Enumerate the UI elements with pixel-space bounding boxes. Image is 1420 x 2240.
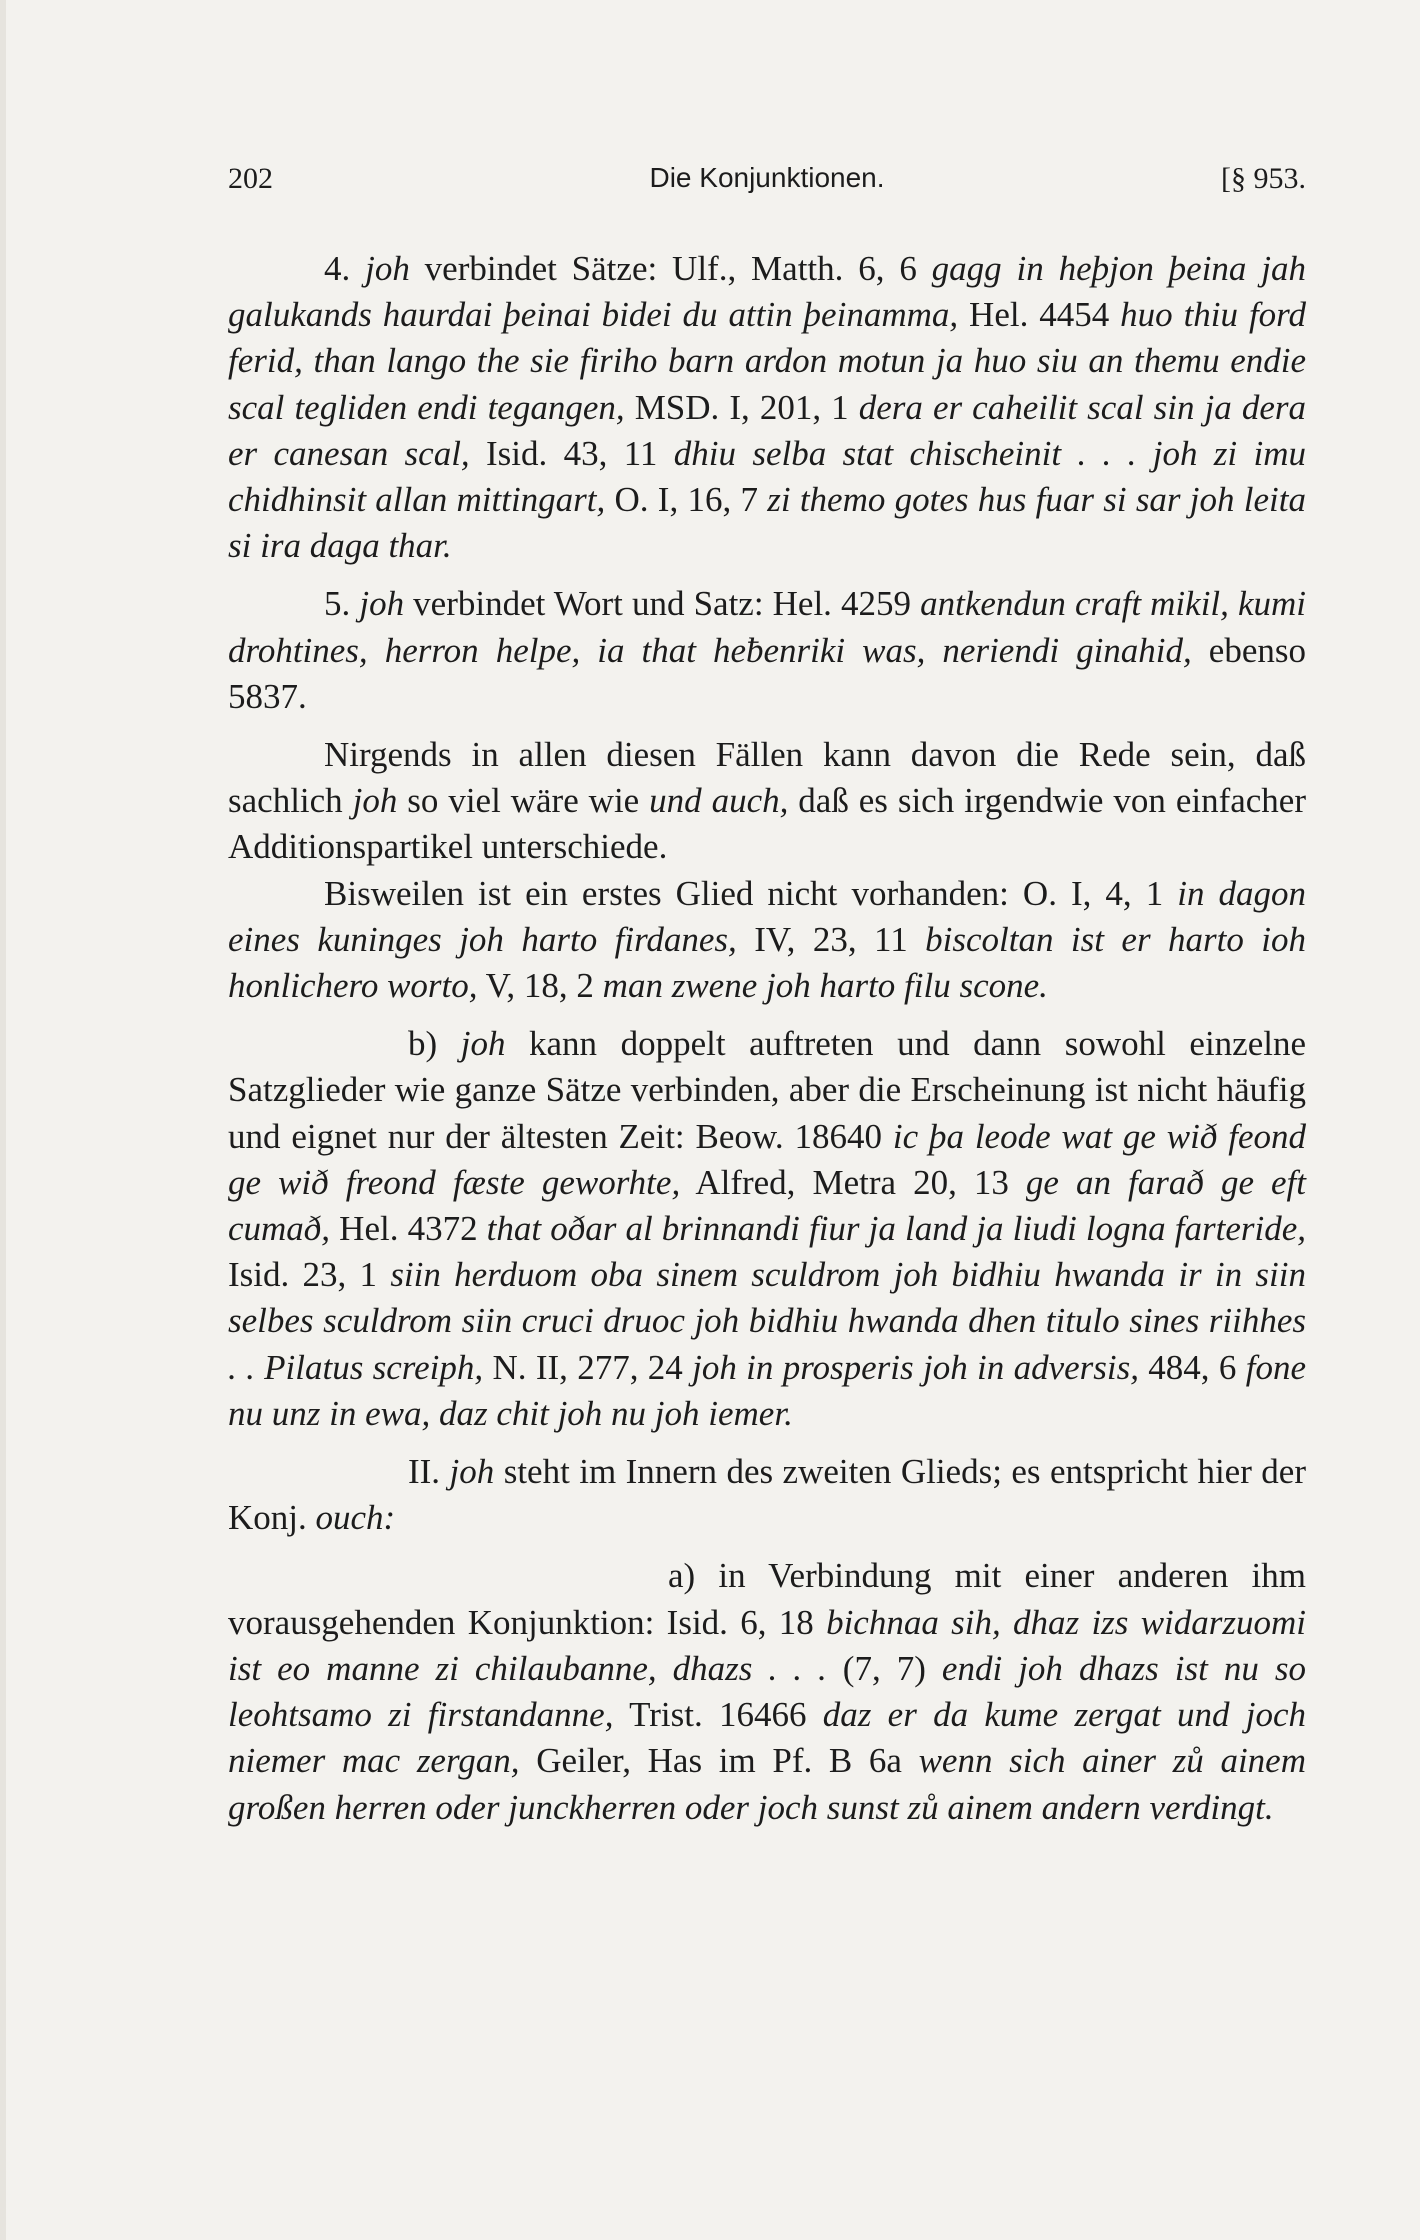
italic-citation-text: und auch, (649, 781, 789, 821)
italic-citation-text: joh (365, 249, 410, 288)
paragraph-5-joh-wort-satz (228, 581, 1306, 720)
text-run: 484, 6 (1138, 1347, 1246, 1387)
italic-citation-text: joh in prosperis joh in adversis, (692, 1347, 1139, 1387)
paragraph-4-joh-saetze (228, 246, 1306, 569)
page-edge-shadow (0, 0, 6, 2240)
text-run: Alfred, Metra 20, 13 (680, 1162, 1026, 1202)
italic-citation-text: man zwene joh harto filu scone. (602, 966, 1048, 1006)
text-run: MSD. I, 201, 1 (624, 387, 859, 427)
italic-citation-text: dhiu selba stat chischeinit . . . joh zi imu chidhinsit allan mittingart, (228, 433, 1306, 520)
section-reference: [§ 953. (1221, 162, 1306, 195)
text-run: N. II, 277, 24 (483, 1347, 693, 1387)
italic-citation-text: in dagon eines kuninges joh harto firdanes, (228, 873, 1306, 959)
italic-citation-text: siin herduom oba sinem sculdrom joh bidhiu hwanda ir in siin selbes sculdrom siin cruci druoc joh bidhiu hwanda dhen titulo sines riihhes . . Pilatus screiph, (228, 1255, 1306, 1387)
paragraph-II-innern (228, 1449, 1306, 1541)
italic-citation-text: daz er da kume zergat und joch niemer mac zergan, (228, 1695, 1306, 1781)
italic-citation-text: antkendun craft mikil, kumi drohtines, herron helpe, ia that heƀenriki was, neriendi ginahid, (228, 584, 1307, 670)
text-run: II. (408, 1452, 450, 1492)
paragraph-bisweilen (228, 871, 1306, 1010)
body-text (228, 246, 1306, 1831)
text-run: so viel wäre wie (397, 781, 650, 821)
text-run: a) in Verbindung mit einer anderen ihm vorausgehenden Konjunktion: Isid. 6, 18 (228, 1556, 1306, 1642)
page-number: 202 (228, 162, 273, 195)
text-run: steht im Innern des zweiten Glieds; es entspricht hier der Konj. (228, 1452, 1306, 1538)
running-title: Die Konjunktionen. (649, 162, 885, 193)
text-run: Geiler, Has im Pf. B 6a (519, 1741, 919, 1781)
text-run: Hel. 4454 (958, 295, 1121, 335)
text-run: verbindet Sätze: Ulf., Matth. 6, 6 (409, 249, 932, 288)
italic-citation-text: huo thiu ford ferid, than lango the sie firiho barn ardon motun ja huo siu an themu endie scal tegliden endi tegangen, (228, 295, 1306, 427)
italic-citation-text: biscoltan ist er harto ioh honlichero worto, (228, 919, 1307, 1006)
italic-citation-text: that oðar al brinnandi fiur ja land ja liudi logna farteride, (486, 1209, 1306, 1249)
italic-citation-text: joh (352, 781, 398, 821)
running-header (228, 162, 1306, 202)
text-run: Trist. 16466 (613, 1695, 823, 1735)
text-run: kann doppelt auftreten und dann sowohl einzelne Satzglieder wie ganze Sätze verbinden, aber die Erscheinung ist nicht häufig und eignet nur der ältesten Zeit: Beow. 18640 (228, 1024, 1306, 1156)
text-run: O. I, 16, 7 (605, 480, 768, 520)
italic-citation-text: bichnaa sih, dhaz izs widarzuomi ist eo manne zi chilaubanne, dhazs . . . (228, 1602, 1307, 1688)
text-run: Isid. 23, 1 (228, 1255, 391, 1295)
italic-citation-text: joh (359, 584, 405, 624)
italic-citation-text: gagg in heþjon þeina jah galukands haurdai þeinai bidei du attin þeinamma, (228, 249, 1307, 335)
text-run: 4. (324, 249, 366, 288)
text-run: (7, 7) (826, 1648, 942, 1688)
text-run: ebenso 5837. (228, 630, 1306, 716)
text-run: IV, 23, 11 (736, 919, 926, 959)
text-run: b) (408, 1024, 461, 1064)
italic-citation-text: ic þa leode wat ge wið feond ge wið freond fæste geworhte, (228, 1116, 1306, 1202)
text-run: Hel. 4372 (330, 1209, 487, 1249)
italic-citation-text: zi themo gotes hus fuar si sar joh leita si ira daga thar. (228, 480, 1306, 566)
paragraph-a-verbindung (228, 1553, 1306, 1830)
text-run: Nirgends in allen diesen Fällen kann davon die Rede sein, daß sachlich (228, 735, 1306, 821)
paragraph-b-doppelt (228, 1021, 1306, 1437)
paragraph-nirgends (228, 732, 1306, 871)
text-run: V, 18, 2 (477, 966, 603, 1006)
italic-citation-text: joh (460, 1024, 506, 1064)
italic-citation-text: fone nu unz in ewa, daz chit joh nu joh iemer. (228, 1347, 1306, 1433)
text-run: daß es sich irgendwie von einfacher Additionspartikel unterschiede. (228, 781, 1306, 867)
text-run: 5. (324, 584, 360, 624)
italic-citation-text: ge an farað ge eft cumað, (228, 1162, 1307, 1249)
text-run: Isid. 43, 11 (469, 433, 674, 473)
italic-citation-text: joh (449, 1452, 495, 1492)
italic-citation-text: dera er caheilit scal sin ja dera er canesan scal, (228, 387, 1306, 473)
italic-citation-text: wenn sich ainer zů ainem großen herren oder junckherren oder joch sunst zů ainem andern verdingt. (228, 1741, 1306, 1827)
text-run: verbindet Wort und Satz: Hel. 4259 (404, 584, 921, 624)
text-run: Bisweilen ist ein erstes Glied nicht vorhanden: O. I, 4, 1 (324, 873, 1178, 913)
italic-citation-text: endi joh dhazs ist nu so leohtsamo zi firstandanne, (228, 1648, 1306, 1735)
italic-citation-text: ouch: (315, 1498, 396, 1538)
